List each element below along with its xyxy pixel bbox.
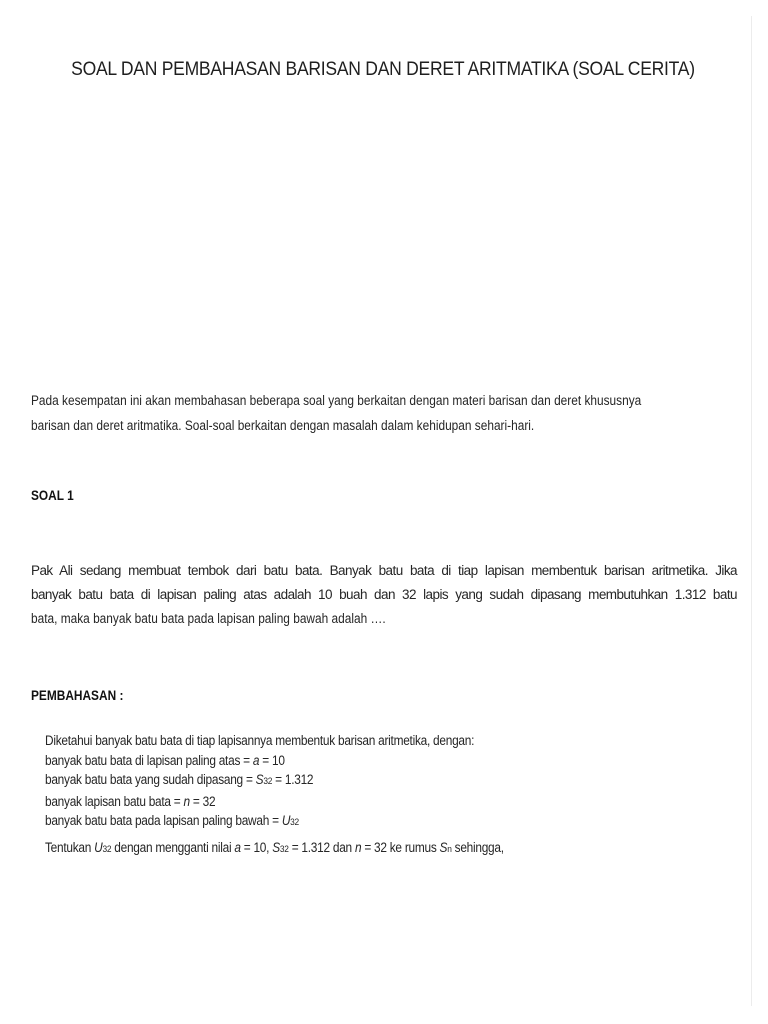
- document-title: SOAL DAN PEMBAHASAN BARISAN DAN DERET ARITMATIKA (SOAL CERITA): [71, 58, 695, 80]
- known-item-3: banyak lapisan batu bata = n = 32: [45, 793, 216, 809]
- solution-step-line: Tentukan U32 dengan mengganti nilai a = 10, S32 = 1.312 dan n = 32 ke rumus Sn sehingga,: [45, 840, 504, 855]
- soal-1-line-1: Pak Ali sedang membuat tembok dari batu bata. Banyak batu bata di tiap lapisan membentuk barisan aritmetika. Jika: [31, 563, 737, 578]
- known-values-block: [45, 731, 533, 833]
- page-edge-divider: [751, 16, 752, 1006]
- intro-line-1: Pada kesempatan ini akan membahasan beberapa soal yang berkaitan dengan materi barisan dan deret khususnya: [31, 393, 642, 408]
- known-intro: Diketahui banyak batu bata di tiap lapisannya membentuk barisan aritmetika, dengan:: [45, 733, 475, 748]
- intro-paragraph: [31, 388, 724, 438]
- soal-1-line-2: banyak batu bata di lapisan paling atas adalah 10 buah dan 32 lapis yang sudah dipasang membutuhkan 1.312 batu: [31, 587, 737, 602]
- intro-line-2: barisan dan deret aritmatika. Soal-soal berkaitan dengan masalah dalam kehidupan sehari-hari.: [31, 418, 535, 433]
- known-item-1: banyak batu bata di lapisan paling atas = a = 10: [45, 752, 285, 768]
- pembahasan-heading: PEMBAHASAN :: [31, 688, 124, 703]
- soal-1-line-3: bata, maka banyak batu bata pada lapisan paling bawah adalah ….: [31, 611, 386, 626]
- known-item-4: banyak batu bata pada lapisan paling bawah = U32: [45, 813, 299, 828]
- soal-1-heading: SOAL 1: [31, 488, 74, 503]
- soal-1-line-3-wrap: [31, 606, 434, 631]
- known-item-2: banyak batu bata yang sudah dipasang = S32 = 1.312: [45, 772, 314, 787]
